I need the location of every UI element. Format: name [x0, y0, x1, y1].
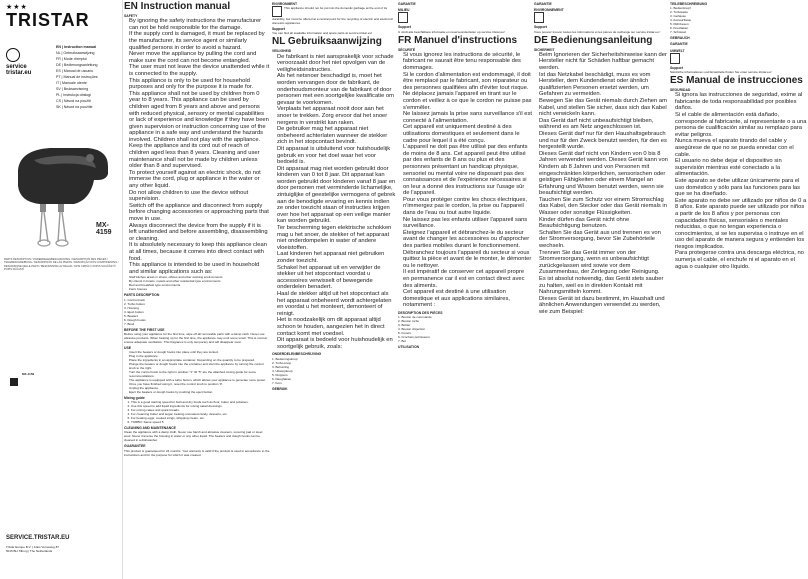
- section-title: NL Gebruiksaanwijzing: [272, 36, 382, 48]
- list-item: 6. Deeghaken: [272, 376, 292, 381]
- subheading: SEGURIDAD: [670, 88, 691, 93]
- list-item: • Never move the appliance by pulling the cord and make sure the cord can not become entangled.: [129, 51, 270, 64]
- list-item: 1. Bedienknopf: [670, 6, 691, 11]
- subheading: ONDERDELENBESCHRIJVING: [272, 352, 322, 357]
- paragraph: [670, 53, 808, 64]
- mixing-guide-list: [124, 400, 270, 424]
- service-label: service tristar.eu: [6, 64, 32, 76]
- list-item: 2. Turbotaste: [670, 10, 689, 15]
- list-item: • Dit apparaat is uitsluitend voor huishoudelijk gebruik en voor het doel waar het voor bedoeld is.: [277, 146, 396, 166]
- list-item: • Este aparato se debe utilizar únicamente para el uso doméstico y sólo para las funciones para las que se ha diseñado.: [675, 178, 808, 198]
- list-item: • Schakel het apparaat uit en verwijder de stekker uit het stopcontact voordat u accessoires verwisselt of bewegende onderdelen benadert.: [277, 265, 396, 291]
- subheading: GEBRAUCH: [670, 36, 690, 41]
- list-item: • Turn the control knob to the right in position "1" till "5" are the attached mixing guide for some recommendations.: [129, 370, 270, 378]
- list-item: • De gebruiker mag het apparaat niet onbeheerd achterlaten wanneer de stekker zich in het stopcontact bevindt.: [277, 126, 396, 146]
- subheading: MILIEU: [398, 8, 410, 13]
- list-item: • Plunge the beaters or dough hooks into the container and start the appliance by turning the control knob to the right.: [129, 362, 270, 370]
- environment-text: This appliance should not be put into the domestic garbage at the end of its durability, but must be offered at a central point for the recycling of electric and electronic domestic appliances.: [272, 6, 394, 26]
- subheading: GARANTIE: [670, 42, 688, 47]
- section-title: ES Manual de instrucciones: [670, 75, 803, 87]
- subheading: UMWELT: [670, 48, 685, 53]
- section-title: FR Manuel d'instructions: [398, 34, 518, 46]
- list-item: 6. Knethaken: [670, 26, 689, 31]
- safety-list: [670, 92, 808, 270]
- list-item: 7. Schüssel: [670, 30, 686, 35]
- list-item: • Bed and breakfast type environments: [129, 283, 270, 287]
- paragraph: U vindt alle beschikbare informatie en reserveonderdelen op service.tristar.eu!: [398, 29, 505, 34]
- safety-list: [398, 52, 532, 309]
- manual-language-item: PT | Manual de instruções: [56, 75, 98, 79]
- list-item: • This appliance is only to be used for household purposes and only for the purpose it is made for.: [129, 78, 270, 91]
- parts-list: [272, 357, 396, 385]
- parts-list: [398, 315, 532, 343]
- recycle-bin-icon: [272, 6, 282, 17]
- cover-panel: [0, 0, 123, 579]
- list-item: • Laat kinderen het apparaat niet gebruiken zonder toezicht.: [277, 251, 396, 264]
- manual-language-item: SV | Bruksanvisning: [56, 87, 89, 91]
- manual-language-item: DE | Bedienungsanleitung: [56, 63, 98, 67]
- paragraph: You can find all available information and spare parts at service.tristar.eu!: [272, 31, 373, 36]
- list-item: • Ne laissez pas les enfants utiliser l'appareil sans surveillance.: [403, 217, 532, 230]
- list-item: • Farm houses: [129, 287, 270, 291]
- list-item: • De fabrikant is niet aansprakelijk voor schade veroorzaakt door het niet opvolgen van de veiligheidsinstructies.: [277, 54, 396, 74]
- list-item: • Always disconnect the device from the supply if it is left unattended and before assembling, disassembling or cleaning.: [129, 223, 270, 243]
- list-item: • Para protegerse contra una descarga eléctrica, no sumerja el cable, el enchufe ni el aparato en el agua o cualquier otro líquido.: [675, 250, 808, 270]
- model-number: MX-4159: [96, 222, 112, 236]
- list-item: 7. Bowl: [124, 321, 135, 326]
- company-address: Tristar Europe B.V. | Jules Verneweg 87 5015 BH Tilburg | The Netherlands: [6, 545, 59, 553]
- list-item: 5. Beaters: [124, 313, 139, 318]
- paragraph: This product is guaranteed for 24 months. Your warranty is valid if the product is used in accordance to the instructions and for the purpose for which it was created.: [124, 448, 270, 457]
- list-item: • Haal de stekker altijd uit het stopcontact als het apparaat onbeheerd wordt achtergelaten en voordat u het monteert, demonteert of reinigt.: [277, 291, 396, 317]
- parts-description-languages: PARTS DESCRIPTION / ONDERDELENBESCHRIJVING / DESCRIPTION DES PIÈCES / TEILEBESCHREIBUNG / DESCRIPCIÓN DE LAS PIEZAS / DESCRIÇÃO DOS COMPONENTES / DESCRIZIONE DELLE PARTI / BESKRIVNING AV DELAR / OPIS CZĘŚCI / POPIS SOUČÁSTÍ / POPIS SÚČASTÍ: [4, 258, 119, 272]
- list-item: • Das Gerät darf nicht unbeaufsichtigt bleiben, während es am Netz angeschlossen ist.: [539, 118, 668, 131]
- list-item: • Cet appareil est destiné à une utilisation domestique et aux applications similaires, notamment :: [403, 289, 532, 309]
- list-item: 1. Bedieningsknop: [272, 356, 298, 361]
- list-item: • Dieses Gerät darf nur für den Haushaltsgebrauch und nur für den Zweck benutzt werden, für den es hergestellt wurde.: [539, 131, 668, 151]
- manual-language-item: CS | Návod na použití: [56, 99, 91, 103]
- list-item: • Tauchen Sie zum Schutz vor einem Stromschlag das Kabel, den Stecker oder das Gerät niemals in Wasser oder sonstige Flüssigkeiten.: [539, 197, 668, 217]
- subheading: SAFETY: [124, 14, 138, 18]
- subheading: SICHERHEIT: [534, 47, 555, 52]
- list-item: • Staff kitchen areas in shops, offices and other working environments: [129, 275, 270, 279]
- subheading: Support: [670, 65, 683, 70]
- manual-language-list: [56, 44, 120, 110]
- paragraph: Sämtliche Informationen und Ersatzteile finden Sie unter service.tristar.eu!: [670, 70, 772, 75]
- french-section: [398, 0, 532, 579]
- paragraph: Vous pouvez trouver toutes les informations et les pièces de rechange sur service.tristar.eu !: [534, 29, 661, 34]
- list-item: • Es ist absolut notwendig, das Gerät stets sauber zu halten, weil es in direkten Kontakt mit Nahrungsmitteln kommt.: [539, 276, 668, 296]
- subheading: GARANTIE: [534, 2, 552, 6]
- list-item: • L'appareil ne doit pas être utilisé par des enfants de moins de 8 ans. Cet appareil peut être utilisé par des enfants de 8 ans ou plus et des personnes présentant un handicap physique, sensoriel ou mental voire ne disposant pas des connaissances et de l'expérience nécessaires si on leur a donné des instructions sur l'usage sûr de l'appareil.: [403, 144, 532, 197]
- list-item: 6. TURBO: Same speed 5: [131, 420, 270, 424]
- manual-language-item: IT | Manuale utente: [56, 81, 87, 85]
- flag-model-label: MX-4159: [22, 372, 35, 376]
- subheading: CLEANING AND MAINTENANCE: [124, 426, 176, 431]
- subheading: DESCRIPTION DES PIÈCES: [398, 310, 443, 315]
- list-item: • Ne déplacez jamais l'appareil en tirant sur le cordon et veillez à ce que le cordon ne puisse pas s'emmêler.: [403, 91, 532, 111]
- section-title: DE Bedienungsanleitung: [534, 34, 653, 46]
- paragraph: [534, 12, 668, 23]
- manual-language-item: SK | Návod na použitie: [56, 105, 93, 109]
- list-item: • Switch off the appliance and disconnect from supply before changing accessories or approaching parts that move in use.: [129, 203, 270, 223]
- list-item: • Kinder dürfen das Gerät nicht ohne Beaufsichtigung benutzen.: [539, 217, 668, 230]
- subheading: GUARANTEE: [124, 444, 146, 449]
- list-item: • Once you have finished using it, reset the control knob to position '0'.: [129, 382, 270, 386]
- subheading: PARTS DESCRIPTION: [124, 293, 160, 298]
- service-website: SERVICE.TRISTAR.EU: [6, 535, 70, 541]
- safety-sublist: [124, 275, 270, 291]
- parts-list: [670, 6, 808, 34]
- list-item: 5. Fouets: [398, 331, 411, 336]
- list-item: • This appliance is intended to be used in household and similar applications such as:: [129, 262, 270, 275]
- list-item: 2. Bouton turbo: [398, 319, 420, 324]
- safety-list: [124, 18, 270, 275]
- list-item: 4. Eject button: [124, 309, 144, 314]
- subheading: GEBRUIK: [272, 386, 288, 391]
- manual-language-item: FR | Mode d'emploi: [56, 57, 87, 61]
- list-item: 4. Auswurftaste: [670, 18, 692, 23]
- recycle-bin-icon: [534, 12, 544, 23]
- list-item: • Débranchez toujours l'appareil du secteur si vous quittez la pièce et avant de le monter, le démonter ou le nettoyer.: [403, 250, 532, 270]
- list-item: • Si vous ignorez les instructions de sécurité, le fabricant ne saurait être tenu responsable des dommages.: [403, 52, 532, 72]
- list-item: 5. For beating eggs, cooked icings, whipping cream, etc.: [131, 416, 270, 420]
- subheading: Support: [398, 25, 411, 30]
- list-item: 3. Housing: [124, 305, 139, 310]
- list-item: • By clients in hotels, motels and other residential type environments: [129, 279, 270, 283]
- subheading: TEILEBESCHREIBUNG: [670, 2, 708, 6]
- service-icon: [6, 48, 20, 62]
- list-item: • Si le cordon d'alimentation est endommagé, il doit être remplacé par le fabricant, son réparateur ou des personnes qualifiées afin d'éviter tout risque.: [403, 72, 532, 92]
- safety-list: [534, 52, 668, 316]
- list-item: • Place the ingredients in an appropriate container. Depending on the quantity to be prepared.: [129, 358, 270, 362]
- list-item: 2. Turbo-knop: [272, 360, 292, 365]
- dutch-section: [272, 0, 396, 579]
- safety-list: [272, 54, 396, 351]
- list-item: • Insert the beaters or dough hooks into place until they are locked.: [129, 350, 270, 354]
- list-item: 7. Bol: [398, 339, 406, 344]
- subheading: USE: [124, 345, 131, 350]
- list-item: • Ter bescherming tegen elektrische schokken mag u het snoer, de stekker of het apparaat niet onderdompelen in water of andere vloeistoffen.: [277, 225, 396, 251]
- list-item: 6. Dough hooks: [124, 317, 146, 322]
- list-item: • Het is noodzakelijk om dit apparaat altijd schoon te houden, aangezien het in direct contact komt met voedsel.: [277, 317, 396, 337]
- list-item: • By ignoring the safety instructions the manufacturer can not be hold responsible for the damage.: [129, 18, 270, 31]
- manual-language-item: NL | Gebruiksaanwijzing: [56, 51, 95, 55]
- subheading: Mixing guide: [124, 395, 145, 400]
- list-item: 1. Bouton de commande: [398, 315, 432, 320]
- subheading: ENVIRONNEMENT: [534, 8, 564, 13]
- brand-stars: ★★★: [6, 4, 28, 11]
- subheading: Support: [534, 25, 547, 30]
- list-item: • Trennen Sie das Gerät immer von der Stromversorgung, wenn es unbeaufsichtigt zurückgelassen wird sowie vor dem Zusammenbau, der Zerlegung oder Reinigung.: [539, 250, 668, 276]
- list-item: • Verplaats het apparaat nooit door aan het snoer te trekken. Zorg ervoor dat het snoer nergens in verstrikt kan raken.: [277, 106, 396, 126]
- list-item: • The appliance is equipped with a turbo button, which allows your appliance to generate more power.: [129, 378, 270, 382]
- list-item: • Beim Ignorieren der Sicherheitshinweise kann der Hersteller nicht für Schäden haftbar gemacht werden.: [539, 52, 668, 72]
- subheading: UTILISATION: [398, 345, 420, 350]
- list-item: 5. Rührbesen: [670, 22, 689, 27]
- list-item: • Bewegen Sie das Gerät niemals durch Ziehen am Kabel, und stellen Sie sicher, dass sich das Kabel nicht verwickeln kann.: [539, 98, 668, 118]
- list-item: • Ne laissez jamais la prise sans surveillance s'il est connecté à l'alimentation.: [403, 111, 532, 124]
- list-item: • Unplug the appliance.: [129, 386, 270, 390]
- list-item: • Ist das Netzkabel beschädigt, muss es vom Hersteller, dem Kundendienst oder ähnlich qualifizierten Personen ersetzt werden, um Gefahren zu vermeiden.: [539, 72, 668, 98]
- list-item: • Dieses Gerät ist dazu bestimmt, im Haushalt und ähnlichen Anwendungen verwendet zu werden, wie zum Beispiel:: [539, 296, 668, 316]
- manual-language-item: EN | Instruction manual: [56, 45, 97, 49]
- list-item: 1. Control knob: [124, 297, 145, 302]
- list-item: 3. Boîtier: [398, 323, 411, 328]
- list-item: • The user must not leave the device unattended while it is connected to the supply.: [129, 64, 270, 77]
- manual-language-item: PL | Instrukcja obsługi: [56, 93, 91, 97]
- english-section: [124, 0, 270, 579]
- subheading: SÉCURITÉ: [398, 47, 416, 52]
- list-item: • Éteignez l'appareil et débranchez-le du secteur avant de changer les accessoires ou d'approcher des parties mobiles durant le fonctionnement.: [403, 230, 532, 250]
- list-item: • Plug in the appliance.: [129, 354, 270, 358]
- list-item: 1. This is a good starting speed for built and dry foods such as flour, butter and potatoes.: [131, 400, 270, 404]
- list-item: 4. Bouton d'éjection: [398, 327, 426, 332]
- list-item: • Cet appareil est uniquement destiné à des utilisations domestiques et seulement dans le cadre pour lequel il a été conçu.: [403, 124, 532, 144]
- german-section: [534, 0, 668, 579]
- list-item: • If the supply cord is damaged, it must be replaced by the manufacturer, its service agent or similarly qualified persons in order to avoid a hazard.: [129, 31, 270, 51]
- list-item: • Schalten Sie das Gerät aus und trennen es von der Stromversorgung, bevor Sie Zubehörteile wechseln.: [539, 230, 668, 250]
- list-item: 3. For mixing cakes and quick breads.: [131, 408, 270, 412]
- manual-language-item: ES | Manual de usuario: [56, 69, 94, 73]
- paragraph: Clean the appliance with a damp cloth. Never use harsh and abrasive cleaners, scouring pad or steel wool. Never immerse the housing in water or any other liquid. The beaters and dough hooks can be cleaned in a dishwasher.: [124, 430, 263, 443]
- subheading: GARANTIE: [398, 2, 416, 6]
- paragraph: [398, 12, 532, 23]
- list-item: • Dit apparaat is bedoeld voor huishoudelijk en soortgelijk gebruik, zoals:: [277, 337, 396, 350]
- subheading: BEFORE THE FIRST USE: [124, 327, 165, 332]
- list-item: • Dit apparaat mag niet worden gebruikt door kinderen van 0 tot 8 jaar. Dit apparaat kan worden gebruikt door kinderen vanaf 8 jaar en door personen met verminderde lichamelijke, zintuiglijke of geestelijke vermogens of gebrek aan de benodigde ervaring en kennis indien ze onder toezicht staan of instructies krijgen over hoe het apparaat op een veilige manier kan worden gebruikt.: [277, 166, 396, 225]
- subheading: VEILIGHEID: [272, 49, 292, 54]
- list-item: • Este aparato no debe ser utilizado por niños de 0 a 8 años. Este aparato puede ser utilizado por niños a partir de los 8 años y por personas con capacidades físicas, sensoriales o mentales reducidas, o que no tengan experiencia o conocimientos, si se les supervisa o instruye en el uso del aparato de manera segura y entienden los riesgos implicados.: [675, 198, 808, 251]
- subheading: Support: [272, 27, 285, 32]
- list-item: 4. Uitwerpknop: [272, 368, 293, 373]
- list-item: 4. For creaming butter and sugar, beating uncooked candy, desserts, etc.: [131, 412, 270, 416]
- list-item: 2. Turbo button: [124, 301, 145, 306]
- brand-logo: TRISTAR: [6, 10, 90, 30]
- paragraph: [272, 6, 396, 25]
- flag-icon: [10, 378, 18, 386]
- list-item: • It is absolutely necessary to keep this appliance clean at all times, because it comes into direct contact with food.: [129, 242, 270, 262]
- paragraph: Before using your appliance for the first time, wipe off all removable parts with a damp cloth. Never use abrasive products. When heating up for the first time, the appliance may emit some smell. This is normal, ensure adequate ventilation. This fragrance is only temporary and will disappear soon.: [124, 331, 268, 344]
- list-item: 3. Gehäuse: [670, 14, 686, 19]
- list-item: 2. Use this speed to add liquid ingredients for mixing salad dressings.: [131, 404, 270, 408]
- list-item: • Il est impératif de conserver cet appareil propre en permanence car il est en contact direct avec des aliments.: [403, 269, 532, 289]
- subheading: ENVIRONMENT: [272, 2, 298, 6]
- service-badge: [6, 48, 50, 76]
- list-item: • Pour vous protéger contre les chocs électriques, n'immergez pas le cordon, la prise ou l'appareil dans de l'eau ou tout autre liquide.: [403, 197, 532, 217]
- list-item: • Dieses Gerät darf nicht von Kindern von 0 bis 8 Jahren verwendet werden. Dieses Gerät kann von Kindern ab 8 Jahren und von Personen mit eingeschränkten körperlichen, sensorischen oder geistigen Fähigkeiten oder einem Mangel an Erfahrung und Wissen benutzt werden, wenn sie beaufsichtigt werden.: [539, 151, 668, 197]
- list-item: • Do not allow children to use the device without supervision.: [129, 190, 270, 203]
- list-item: 7. Kom: [272, 380, 282, 385]
- list-item: • To protect yourself against an electric shock, do not immerse the cord, plug or appliance in the water or any other liquid.: [129, 170, 270, 190]
- list-item: • Eject the beaters or dough hooks by pushing the eject button.: [129, 390, 270, 394]
- recycle-bin-icon: [398, 12, 408, 23]
- list-item: • Si ignora las instrucciones de seguridad, exime al fabricante de toda responsabilidad por posibles daños.: [675, 92, 808, 112]
- list-item: • This appliance shall not be used by children from 0 year to 8 years. This appliance can be used by children aged from 8 years and above and persons with reduced physical, sensory or mental capabilities or lack of experience and knowledge if they have been given supervision or instruction concerning use of the appliance in a safe way and understand the hazards involved. Children shall not play with the appliance. Keep the appliance and its cord out of reach of children aged less than 8 years. Cleaning and user maintenance shall not be made by children unless older than 8 and supervised.: [129, 91, 270, 170]
- section-title: EN Instruction manual: [124, 1, 231, 12]
- spanish-section: [670, 0, 808, 579]
- list-item: 5. Kloppers: [272, 372, 288, 377]
- use-list: [124, 350, 270, 394]
- list-item: • Si el cable de alimentación está dañado, corresponde al fabricante, al representante o a una persona de cualificación similar su remplazo para evitar peligros.: [675, 112, 808, 138]
- recycle-bin-icon: [670, 53, 680, 64]
- parts-list: [124, 298, 270, 326]
- list-item: 3. Behuizing: [272, 364, 290, 369]
- list-item: • Nunca mueva el aparato tirando del cable y asegúrese de que no se pueda enredar con el cable.: [675, 138, 808, 158]
- list-item: • Als het netsnoer beschadigd is, moet het worden vervangen door de fabrikant, de onderhoudsmonteur van de fabrikant of door personen met een soortgelijke kwalificatie om gevaar te voorkomen.: [277, 73, 396, 106]
- list-item: • El usuario no debe dejar el dispositivo sin supervisión mientras esté conectado a la alimentación.: [675, 158, 808, 178]
- list-item: 6. Crochets pétrisseurs: [398, 335, 430, 340]
